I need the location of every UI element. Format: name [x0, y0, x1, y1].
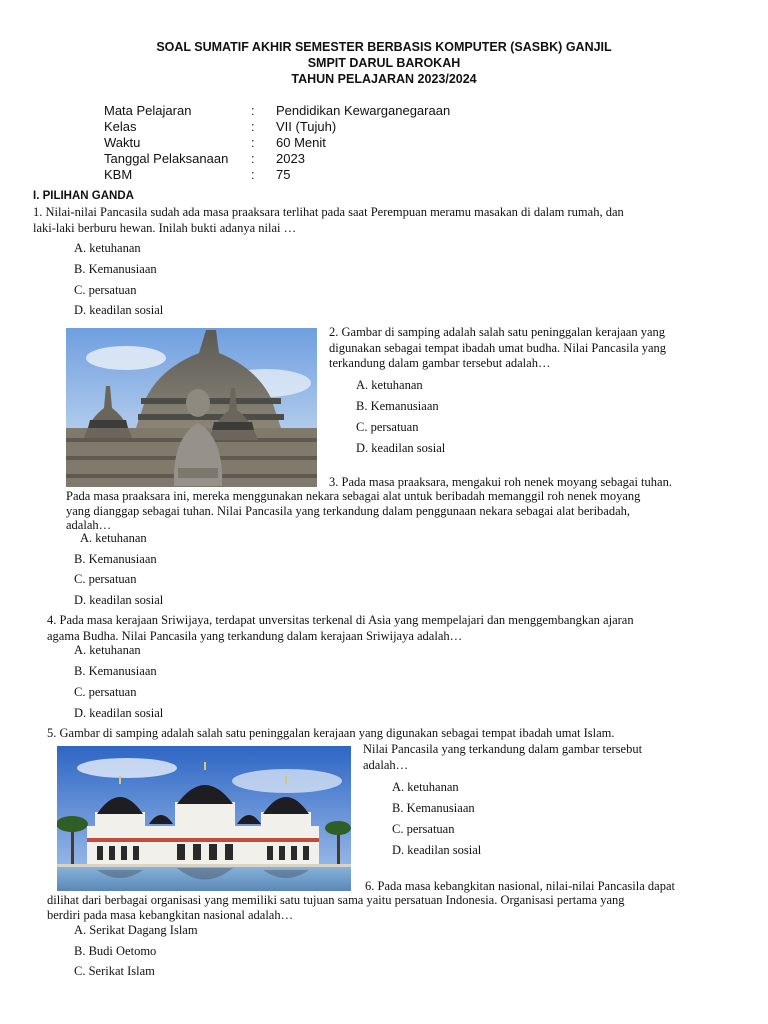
option-d: D. keadilan sosial — [74, 593, 164, 607]
option-b: B. Kemanusiaan — [74, 262, 157, 276]
info-label: Kelas — [104, 119, 137, 134]
option-c: C. persatuan — [74, 685, 137, 699]
question-text: terkandung dalam gambar tersebut adalah… — [329, 356, 551, 370]
option-d: D. keadilan sosial — [356, 441, 446, 455]
question-5-continued — [363, 742, 721, 773]
question-text: 4. Pada masa kerajaan Sriwijaya, terdapat unversitas terkenal di Asia yang mempelajari dan menggembangkan ajaran — [47, 613, 634, 627]
question-text: adalah… — [363, 757, 409, 772]
option-a: A. ketuhanan — [356, 378, 423, 392]
borobudur-stupa-image — [66, 328, 317, 487]
info-separator: : — [251, 167, 255, 182]
exam-title: SOAL SUMATIF AKHIR SEMESTER BERBASIS KOMPUTER (SASBK) GANJIL — [156, 40, 612, 54]
option-b: B. Kemanusiaan — [356, 399, 439, 413]
info-row — [104, 119, 704, 135]
question-text: Pada masa praaksara ini, mereka menggunakan nekara sebagai alat untuk beribadah memanggil roh nenek moyang — [66, 489, 641, 503]
option-c: C. persatuan — [392, 822, 455, 836]
question-4 — [47, 613, 721, 644]
question-1 — [33, 205, 721, 236]
option-b: B. Kemanusiaan — [74, 552, 157, 566]
info-row — [104, 151, 704, 167]
option-a: A. Serikat Dagang Islam — [74, 923, 198, 937]
question-text: berdiri pada masa kebangkitan nasional adalah… — [47, 908, 294, 922]
question-text: 2. Gambar di samping adalah salah satu peninggalan kerajaan yang — [329, 325, 665, 339]
question-text: dilihat dari berbagai organisasi yang memiliki satu tujuan sama yaitu persatuan Indonesia. Organisasi pertama yang — [47, 893, 625, 907]
question-text: 1. Nilai-nilai Pancasila sudah ada masa praaksara terlihat pada saat Perempuan meramu masakan di dalam rumah, dan — [33, 205, 624, 219]
option-d: D. keadilan sosial — [392, 843, 482, 857]
school-name: SMPIT DARUL BAROKAH — [307, 56, 461, 70]
question-6 — [47, 893, 721, 923]
option-b: B. Kemanusiaan — [74, 664, 157, 678]
question-2 — [329, 325, 721, 372]
info-value: 60 Menit — [276, 135, 326, 150]
question-3-start: 3. Pada masa praaksara, mengakui roh nenek moyang sebagai tuhan. — [329, 475, 672, 489]
info-row — [104, 167, 704, 183]
option-c: C. persatuan — [74, 283, 137, 297]
option-a: A. ketuhanan — [80, 531, 147, 545]
info-separator: : — [251, 103, 255, 118]
info-label: Mata Pelajaran — [104, 103, 192, 118]
info-separator: : — [251, 119, 255, 134]
info-value: VII (Tujuh) — [276, 119, 337, 134]
option-b: B. Budi Oetomo — [74, 944, 157, 958]
info-value: 75 — [276, 167, 291, 182]
option-a: A. ketuhanan — [74, 643, 141, 657]
question-text: agama Budha. Nilai Pancasila yang terkandung dalam kerajaan Sriwijaya adalah… — [47, 628, 463, 643]
info-separator: : — [251, 135, 255, 150]
question-text: yang dianggap sebagai tuhan. Nilai Pancasila yang terkandung dalam penggunaan nekara sebagai alat beribadah, — [66, 503, 631, 518]
mosque-illustration — [57, 746, 351, 891]
question-text: digunakan sebagai tempat ibadah umat budha. Nilai Pancasila yang — [329, 340, 667, 355]
info-value: Pendidikan Kewarganegaraan — [276, 103, 451, 118]
option-d: D. keadilan sosial — [74, 706, 164, 720]
info-value: 2023 — [276, 151, 305, 166]
exam-info-table — [104, 103, 704, 183]
question-6-start: 6. Pada masa kebangkitan nasional, nilai-nilai Pancasila dapat — [365, 879, 675, 893]
question-3 — [66, 489, 721, 533]
question-text: adalah… — [66, 518, 112, 532]
info-row — [104, 135, 704, 151]
section-title: I. PILIHAN GANDA — [33, 190, 134, 202]
option-c: C. persatuan — [74, 572, 137, 586]
option-c: C. persatuan — [356, 420, 419, 434]
borobudur-illustration — [66, 328, 317, 487]
question-text: Nilai Pancasila yang terkandung dalam gambar tersebut — [363, 742, 643, 756]
info-separator: : — [251, 151, 255, 166]
option-b: B. Kemanusiaan — [392, 801, 475, 815]
info-label: Waktu — [104, 135, 141, 150]
option-c: C. Serikat Islam — [74, 964, 155, 978]
info-label: KBM — [104, 167, 133, 182]
option-a: A. ketuhanan — [74, 241, 141, 255]
option-d: D. keadilan sosial — [74, 303, 164, 317]
info-label: Tanggal Pelaksanaan — [104, 151, 229, 166]
info-row — [104, 103, 704, 119]
academic-year: TAHUN PELAJARAN 2023/2024 — [291, 72, 477, 86]
question-text: laki-laki berburu hewan. Inilah bukti adanya nilai … — [33, 220, 297, 235]
baiturrahman-mosque-image — [57, 746, 351, 891]
option-a: A. ketuhanan — [392, 780, 459, 794]
question-5: 5. Gambar di samping adalah salah satu peninggalan kerajaan yang digunakan sebagai tempat ibadah umat Islam. — [47, 726, 615, 740]
